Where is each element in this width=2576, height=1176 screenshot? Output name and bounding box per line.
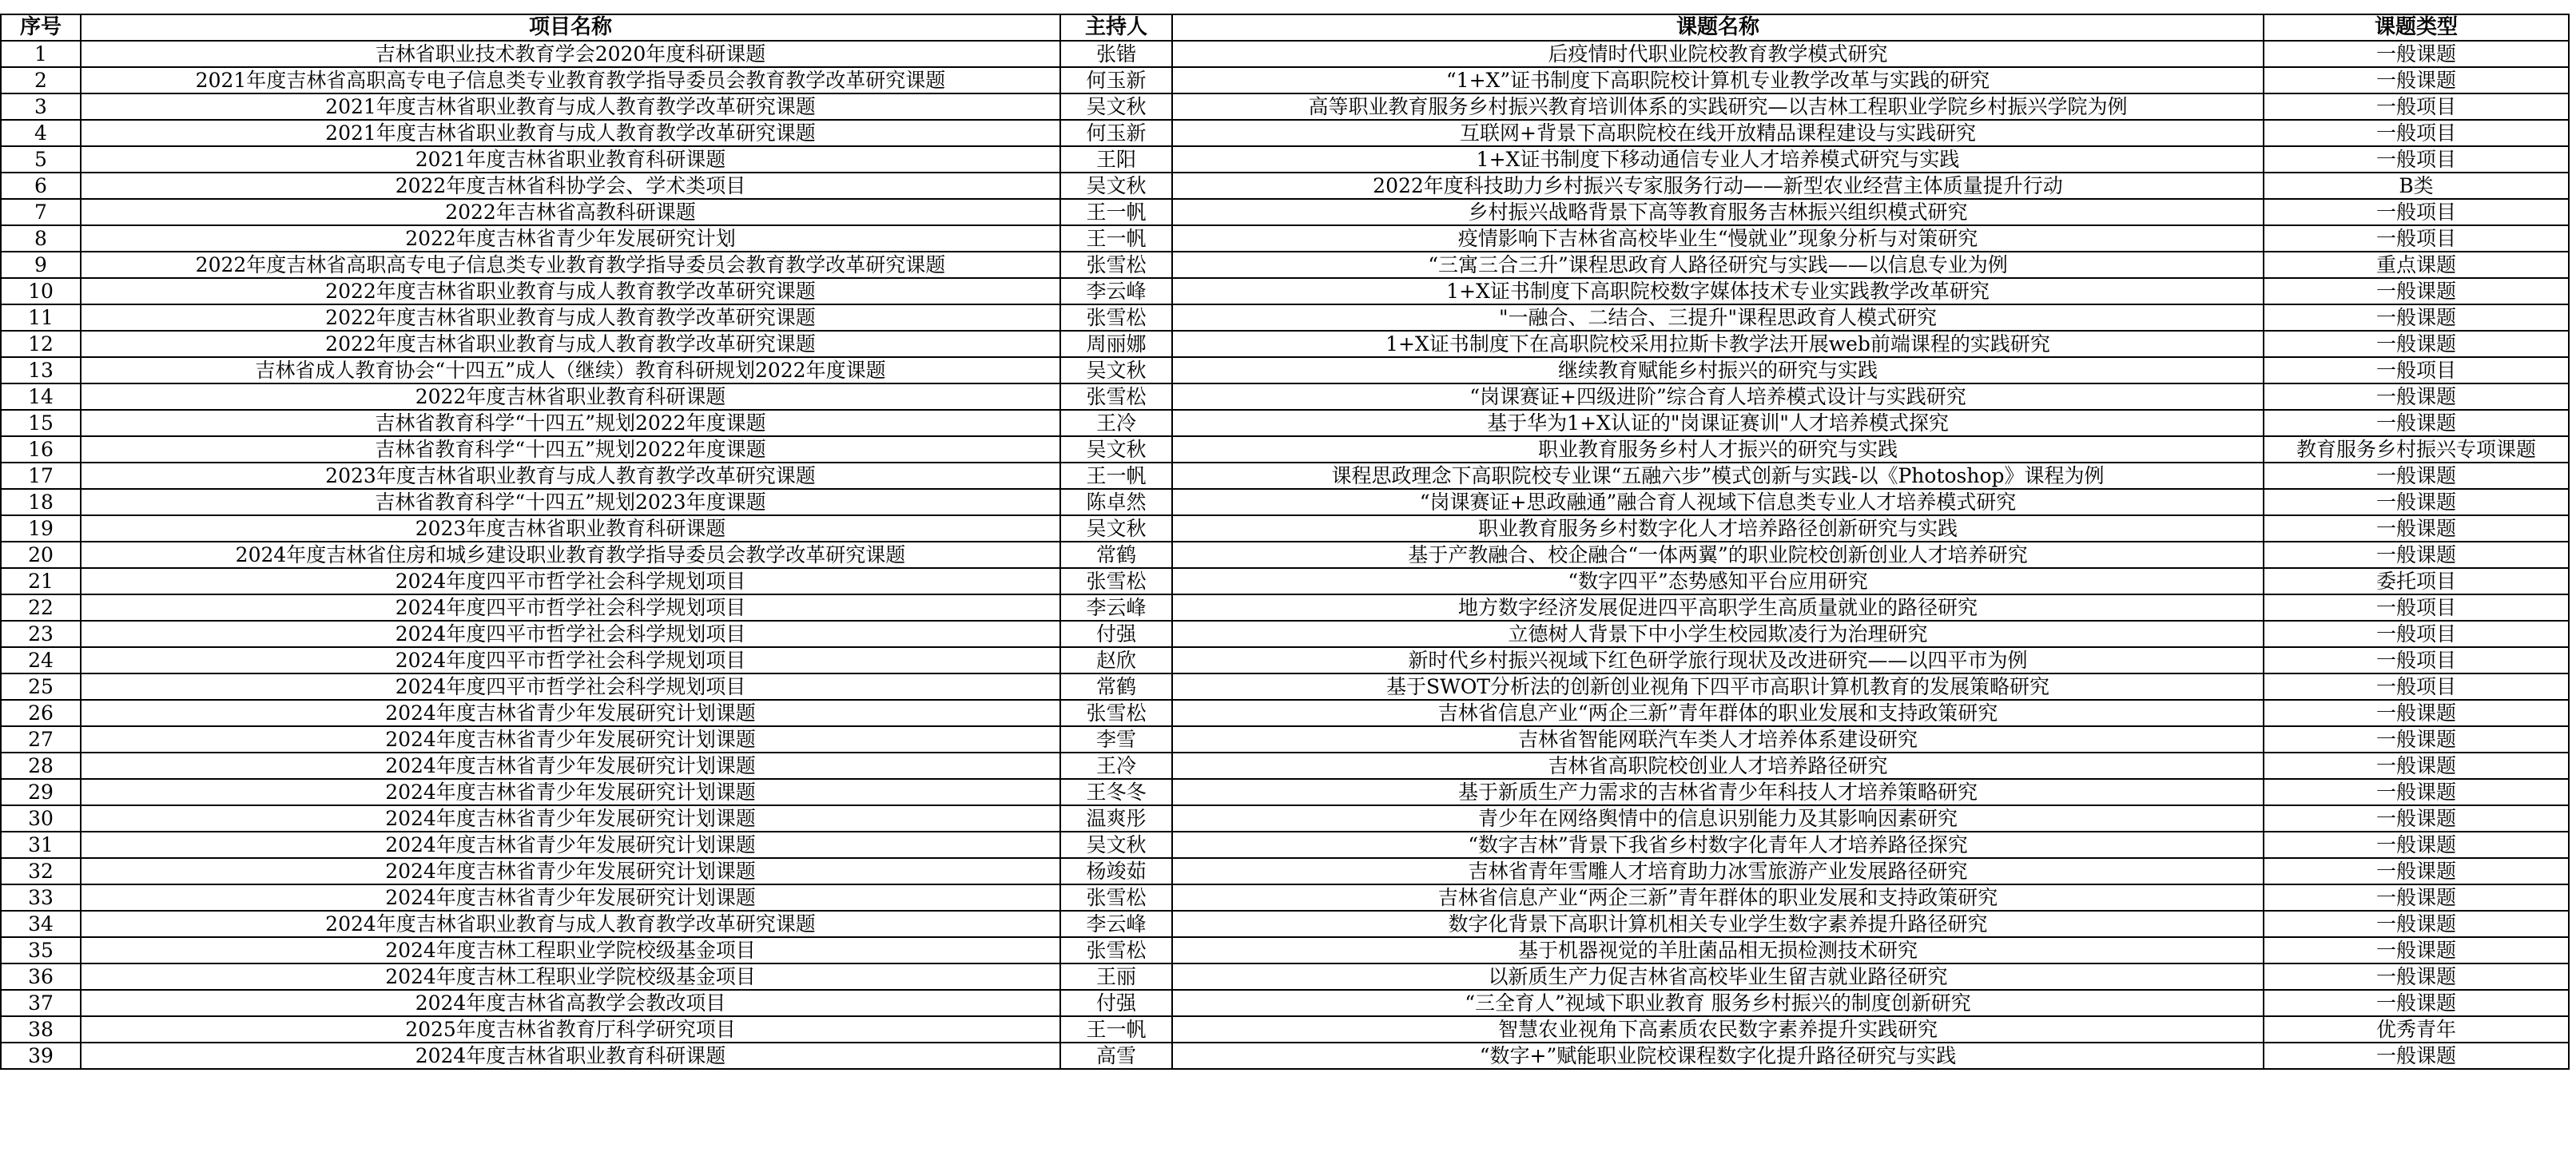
cell-type[interactable]: 一般课题 [2264, 726, 2569, 753]
cell-project[interactable]: 2021年度吉林省职业教育与成人教育教学改革研究课题 [81, 120, 1060, 146]
cell-no[interactable]: 14 [1, 383, 81, 410]
cell-host[interactable]: 张雪松 [1060, 568, 1172, 594]
header-project[interactable]: 项目名称 [81, 14, 1060, 41]
table-row [1, 383, 2569, 410]
cell-type[interactable]: 一般课题 [2264, 278, 2569, 304]
cell-type[interactable]: 一般项目 [2264, 120, 2569, 146]
cell-topic[interactable]: “数字吉林”背景下我省乡村数字化青年人才培养路径探究 [1172, 832, 2264, 858]
table-row [1, 304, 2569, 331]
cell-topic[interactable]: 互联网+背景下高职院校在线开放精品课程建设与实践研究 [1172, 120, 2264, 146]
cell-host[interactable]: 王一帆 [1060, 463, 1172, 489]
cell-no[interactable]: 12 [1, 331, 81, 357]
cell-type[interactable]: 教育服务乡村振兴专项课题 [2264, 436, 2569, 463]
cell-project[interactable]: 2024年度吉林省青少年发展研究计划课题 [81, 832, 1060, 858]
cell-project[interactable]: 2024年度吉林省高教学会教改项目 [81, 990, 1060, 1016]
cell-type[interactable]: 一般课题 [2264, 805, 2569, 832]
cell-no[interactable]: 31 [1, 832, 81, 858]
table-row [1, 199, 2569, 225]
table-row [1, 252, 2569, 278]
cell-type[interactable]: 一般课题 [2264, 489, 2569, 515]
cell-host[interactable]: 吴文秋 [1060, 436, 1172, 463]
cell-project[interactable]: 2025年度吉林省教育厅科学研究项目 [81, 1016, 1060, 1043]
table-row [1, 568, 2569, 594]
cell-no[interactable]: 15 [1, 410, 81, 436]
header-no[interactable]: 序号 [1, 14, 81, 41]
cell-project[interactable]: 2024年度吉林省青少年发展研究计划课题 [81, 726, 1060, 753]
table-header [1, 14, 2569, 41]
cell-host[interactable]: 李云峰 [1060, 594, 1172, 621]
cell-type[interactable]: 一般项目 [2264, 146, 2569, 173]
cell-project[interactable]: 2024年度四平市哲学社会科学规划项目 [81, 594, 1060, 621]
cell-host[interactable]: 张雪松 [1060, 252, 1172, 278]
cell-project[interactable]: 2024年度吉林工程职业学院校级基金项目 [81, 937, 1060, 963]
cell-project[interactable]: 2023年度吉林省职业教育与成人教育教学改革研究课题 [81, 463, 1060, 489]
cell-host[interactable]: 张雪松 [1060, 383, 1172, 410]
table-row [1, 331, 2569, 357]
cell-host[interactable]: 张锴 [1060, 41, 1172, 67]
cell-project[interactable]: 吉林省职业技术教育学会2020年度科研课题 [81, 41, 1060, 67]
cell-host[interactable]: 吴文秋 [1060, 832, 1172, 858]
table-row [1, 515, 2569, 542]
cell-no[interactable]: 35 [1, 937, 81, 963]
cell-topic[interactable]: 1+X证书制度下在高职院校采用拉斯卡教学法开展web前端课程的实践研究 [1172, 331, 2264, 357]
cell-topic[interactable]: 以新质生产力促吉林省高校毕业生留吉就业路径研究 [1172, 963, 2264, 990]
cell-topic[interactable]: 基于华为1+X认证的"岗课证赛训"人才培养模式探究 [1172, 410, 2264, 436]
cell-project[interactable]: 2021年度吉林省高职高专电子信息类专业教育教学指导委员会教育教学改革研究课题 [81, 67, 1060, 93]
cell-type[interactable]: 一般课题 [2264, 858, 2569, 884]
cell-topic[interactable]: “数字+”赋能职业院校课程数字化提升路径研究与实践 [1172, 1043, 2264, 1069]
cell-type[interactable]: 一般课题 [2264, 990, 2569, 1016]
cell-project[interactable]: 2024年度吉林省职业教育科研课题 [81, 1043, 1060, 1069]
cell-project[interactable]: 2022年度吉林省职业教育与成人教育教学改革研究课题 [81, 304, 1060, 331]
cell-project[interactable]: 2024年度四平市哲学社会科学规划项目 [81, 647, 1060, 673]
cell-topic[interactable]: “1+X”证书制度下高职院校计算机专业教学改革与实践的研究 [1172, 67, 2264, 93]
cell-host[interactable]: 杨竣茹 [1060, 858, 1172, 884]
table-row [1, 858, 2569, 884]
cell-project[interactable]: 2024年度四平市哲学社会科学规划项目 [81, 673, 1060, 700]
cell-no[interactable]: 18 [1, 489, 81, 515]
cell-host[interactable]: 王阳 [1060, 146, 1172, 173]
cell-topic[interactable]: 高等职业教育服务乡村振兴教育培训体系的实践研究—以吉林工程职业学院乡村振兴学院为例 [1172, 93, 2264, 120]
table-row [1, 884, 2569, 911]
cell-no[interactable]: 11 [1, 304, 81, 331]
cell-host[interactable]: 付强 [1060, 990, 1172, 1016]
cell-host[interactable]: 陈卓然 [1060, 489, 1172, 515]
cell-no[interactable]: 19 [1, 515, 81, 542]
cell-topic[interactable]: “数字四平”态势感知平台应用研究 [1172, 568, 2264, 594]
cell-type[interactable]: 一般课题 [2264, 463, 2569, 489]
cell-type[interactable]: 重点课题 [2264, 252, 2569, 278]
cell-type[interactable]: 一般项目 [2264, 594, 2569, 621]
cell-topic[interactable]: 吉林省高职院校创业人才培养路径研究 [1172, 753, 2264, 779]
cell-topic[interactable]: 乡村振兴战略背景下高等教育服务吉林振兴组织模式研究 [1172, 199, 2264, 225]
cell-no[interactable]: 6 [1, 173, 81, 199]
cell-no[interactable]: 13 [1, 357, 81, 383]
cell-type[interactable]: 一般项目 [2264, 647, 2569, 673]
cell-project[interactable]: 2024年度吉林省青少年发展研究计划课题 [81, 700, 1060, 726]
cell-host[interactable]: 王丽 [1060, 963, 1172, 990]
header-topic[interactable]: 课题名称 [1172, 14, 2264, 41]
table-row [1, 1043, 2569, 1069]
cell-no[interactable]: 4 [1, 120, 81, 146]
cell-host[interactable]: 高雪 [1060, 1043, 1172, 1069]
cell-project[interactable]: 2022年度吉林省职业教育与成人教育教学改革研究课题 [81, 331, 1060, 357]
table-row [1, 278, 2569, 304]
cell-host[interactable]: 王一帆 [1060, 1016, 1172, 1043]
cell-host[interactable]: 温爽彤 [1060, 805, 1172, 832]
table-row [1, 832, 2569, 858]
cell-topic[interactable]: 新时代乡村振兴视域下红色研学旅行现状及改进研究——以四平市为例 [1172, 647, 2264, 673]
cell-project[interactable]: 吉林省教育科学“十四五”规划2022年度课题 [81, 436, 1060, 463]
cell-host[interactable]: 张雪松 [1060, 884, 1172, 911]
cell-no[interactable]: 7 [1, 199, 81, 225]
cell-no[interactable]: 5 [1, 146, 81, 173]
table-row [1, 41, 2569, 67]
table-row [1, 621, 2569, 647]
cell-topic[interactable]: 1+X证书制度下移动通信专业人才培养模式研究与实践 [1172, 146, 2264, 173]
cell-no[interactable]: 36 [1, 963, 81, 990]
table-row [1, 779, 2569, 805]
cell-type[interactable]: 一般项目 [2264, 93, 2569, 120]
cell-project[interactable]: 2023年度吉林省职业教育科研课题 [81, 515, 1060, 542]
cell-topic[interactable]: 继续教育赋能乡村振兴的研究与实践 [1172, 357, 2264, 383]
table-row [1, 489, 2569, 515]
table-row [1, 753, 2569, 779]
cell-project[interactable]: 吉林省教育科学“十四五”规划2022年度课题 [81, 410, 1060, 436]
table-row [1, 963, 2569, 990]
cell-project[interactable]: 2024年度四平市哲学社会科学规划项目 [81, 621, 1060, 647]
cell-no[interactable]: 25 [1, 673, 81, 700]
table-row [1, 67, 2569, 93]
cell-host[interactable]: 王冷 [1060, 753, 1172, 779]
cell-host[interactable]: 吴文秋 [1060, 515, 1172, 542]
table-row [1, 173, 2569, 199]
table-row [1, 410, 2569, 436]
cell-type[interactable]: 一般课题 [2264, 542, 2569, 568]
cell-topic[interactable]: 基于新质生产力需求的吉林省青少年科技人才培养策略研究 [1172, 779, 2264, 805]
cell-project[interactable]: 吉林省成人教育协会“十四五”成人（继续）教育科研规划2022年度课题 [81, 357, 1060, 383]
cell-host[interactable]: 吴文秋 [1060, 357, 1172, 383]
cell-host[interactable]: 吴文秋 [1060, 173, 1172, 199]
cell-topic[interactable]: 立德树人背景下中小学生校园欺凌行为治理研究 [1172, 621, 2264, 647]
cell-no[interactable]: 2 [1, 67, 81, 93]
cell-project[interactable]: 2022年度吉林省职业教育与成人教育教学改革研究课题 [81, 278, 1060, 304]
cell-host[interactable]: 李雪 [1060, 726, 1172, 753]
cell-type[interactable]: 一般课题 [2264, 832, 2569, 858]
cell-topic[interactable]: "一融合、二结合、三提升"课程思政育人模式研究 [1172, 304, 2264, 331]
cell-type[interactable]: 一般课题 [2264, 779, 2569, 805]
cell-type[interactable]: 一般课题 [2264, 304, 2569, 331]
cell-project[interactable]: 2024年度吉林省住房和城乡建设职业教育教学指导委员会教学改革研究课题 [81, 542, 1060, 568]
cell-no[interactable]: 22 [1, 594, 81, 621]
cell-type[interactable]: 一般课题 [2264, 410, 2569, 436]
cell-type[interactable]: 一般课题 [2264, 67, 2569, 93]
cell-no[interactable]: 34 [1, 911, 81, 937]
cell-project[interactable]: 2024年度吉林省青少年发展研究计划课题 [81, 779, 1060, 805]
cell-type[interactable]: 一般项目 [2264, 199, 2569, 225]
cell-type[interactable]: 一般课题 [2264, 753, 2569, 779]
cell-project[interactable]: 2024年度四平市哲学社会科学规划项目 [81, 568, 1060, 594]
cell-no[interactable]: 16 [1, 436, 81, 463]
cell-project[interactable]: 2024年度吉林省青少年发展研究计划课题 [81, 858, 1060, 884]
cell-no[interactable]: 10 [1, 278, 81, 304]
cell-no[interactable]: 17 [1, 463, 81, 489]
cell-topic[interactable]: “岗课赛证+四级进阶”综合育人培养模式设计与实践研究 [1172, 383, 2264, 410]
cell-type[interactable]: 一般课题 [2264, 937, 2569, 963]
cell-type[interactable]: 一般项目 [2264, 673, 2569, 700]
cell-project[interactable]: 2021年度吉林省职业教育科研课题 [81, 146, 1060, 173]
cell-topic[interactable]: 吉林省智能网联汽车类人才培养体系建设研究 [1172, 726, 2264, 753]
cell-project[interactable]: 2024年度吉林省职业教育与成人教育教学改革研究课题 [81, 911, 1060, 937]
project-table [0, 14, 2570, 1070]
cell-type[interactable]: 一般课题 [2264, 515, 2569, 542]
cell-host[interactable]: 常鹤 [1060, 673, 1172, 700]
cell-topic[interactable]: 吉林省信息产业“两企三新”青年群体的职业发展和支持政策研究 [1172, 884, 2264, 911]
cell-topic[interactable]: 职业教育服务乡村人才振兴的研究与实践 [1172, 436, 2264, 463]
cell-topic[interactable]: 地方数字经济发展促进四平高职学生高质量就业的路径研究 [1172, 594, 2264, 621]
header-type[interactable]: 课题类型 [2264, 14, 2569, 41]
table-row [1, 436, 2569, 463]
table-row [1, 990, 2569, 1016]
cell-no[interactable]: 32 [1, 858, 81, 884]
cell-no[interactable]: 23 [1, 621, 81, 647]
cell-type[interactable]: B类 [2264, 173, 2569, 199]
cell-type[interactable]: 一般课题 [2264, 41, 2569, 67]
cell-topic[interactable]: 职业教育服务乡村数字化人才培养路径创新研究与实践 [1172, 515, 2264, 542]
cell-topic[interactable]: 课程思政理念下高职院校专业课“五融六步”模式创新与实践-以《Photoshop》课程为例 [1172, 463, 2264, 489]
table-row [1, 937, 2569, 963]
table-row [1, 542, 2569, 568]
table-row [1, 463, 2569, 489]
cell-type[interactable]: 一般课题 [2264, 700, 2569, 726]
table-row [1, 93, 2569, 120]
cell-host[interactable]: 何玉新 [1060, 120, 1172, 146]
table-row [1, 594, 2569, 621]
cell-no[interactable]: 27 [1, 726, 81, 753]
cell-topic[interactable]: 基于机器视觉的羊肚菌品相无损检测技术研究 [1172, 937, 2264, 963]
cell-topic[interactable]: 后疫情时代职业院校教育教学模式研究 [1172, 41, 2264, 67]
cell-topic[interactable]: 智慧农业视角下高素质农民数字素养提升实践研究 [1172, 1016, 2264, 1043]
cell-topic[interactable]: 1+X证书制度下高职院校数字媒体技术专业实践教学改革研究 [1172, 278, 2264, 304]
cell-host[interactable]: 李云峰 [1060, 911, 1172, 937]
cell-type[interactable]: 一般项目 [2264, 621, 2569, 647]
cell-no[interactable]: 1 [1, 41, 81, 67]
cell-topic[interactable]: 吉林省青年雪雕人才培育助力冰雪旅游产业发展路径研究 [1172, 858, 2264, 884]
cell-no[interactable]: 28 [1, 753, 81, 779]
table-row [1, 357, 2569, 383]
cell-topic[interactable]: “岗课赛证+思政融通”融合育人视域下信息类专业人才培养模式研究 [1172, 489, 2264, 515]
cell-topic[interactable]: “三全育人”视域下职业教育 服务乡村振兴的制度创新研究 [1172, 990, 2264, 1016]
cell-type[interactable]: 委托项目 [2264, 568, 2569, 594]
header-host[interactable]: 主持人 [1060, 14, 1172, 41]
cell-no[interactable]: 38 [1, 1016, 81, 1043]
cell-topic[interactable]: 疫情影响下吉林省高校毕业生“慢就业”现象分析与对策研究 [1172, 225, 2264, 252]
table-row [1, 146, 2569, 173]
cell-project[interactable]: 2024年度吉林工程职业学院校级基金项目 [81, 963, 1060, 990]
cell-project[interactable]: 2022年度吉林省高职高专电子信息类专业教育教学指导委员会教育教学改革研究课题 [81, 252, 1060, 278]
cell-host[interactable]: 李云峰 [1060, 278, 1172, 304]
cell-type[interactable]: 一般课题 [2264, 911, 2569, 937]
header-row [1, 14, 2569, 41]
cell-host[interactable]: 付强 [1060, 621, 1172, 647]
cell-topic[interactable]: 数字化背景下高职计算机相关专业学生数字素养提升路径研究 [1172, 911, 2264, 937]
cell-topic[interactable]: 吉林省信息产业“两企三新”青年群体的职业发展和支持政策研究 [1172, 700, 2264, 726]
cell-project[interactable]: 2022年吉林省高教科研课题 [81, 199, 1060, 225]
cell-type[interactable]: 一般课题 [2264, 1043, 2569, 1069]
cell-no[interactable]: 33 [1, 884, 81, 911]
cell-type[interactable]: 一般课题 [2264, 884, 2569, 911]
cell-type[interactable]: 一般项目 [2264, 357, 2569, 383]
cell-host[interactable]: 王冷 [1060, 410, 1172, 436]
cell-no[interactable]: 29 [1, 779, 81, 805]
cell-no[interactable]: 39 [1, 1043, 81, 1069]
table-row [1, 1016, 2569, 1043]
cell-no[interactable]: 3 [1, 93, 81, 120]
table-row [1, 120, 2569, 146]
table-row [1, 647, 2569, 673]
cell-topic[interactable]: 基于SWOT分析法的创新创业视角下四平市高职计算机教育的发展策略研究 [1172, 673, 2264, 700]
cell-host[interactable]: 常鹤 [1060, 542, 1172, 568]
table-row [1, 911, 2569, 937]
cell-host[interactable]: 何玉新 [1060, 67, 1172, 93]
cell-host[interactable]: 王冬冬 [1060, 779, 1172, 805]
table-row [1, 726, 2569, 753]
cell-no[interactable]: 26 [1, 700, 81, 726]
cell-project[interactable]: 2022年度吉林省职业教育科研课题 [81, 383, 1060, 410]
cell-type[interactable]: 一般课题 [2264, 963, 2569, 990]
cell-no[interactable]: 20 [1, 542, 81, 568]
cell-no[interactable]: 37 [1, 990, 81, 1016]
cell-topic[interactable]: 2022年度科技助力乡村振兴专家服务行动——新型农业经营主体质量提升行动 [1172, 173, 2264, 199]
cell-host[interactable]: 王一帆 [1060, 199, 1172, 225]
cell-host[interactable]: 张雪松 [1060, 700, 1172, 726]
cell-project[interactable]: 2021年度吉林省职业教育与成人教育教学改革研究课题 [81, 93, 1060, 120]
cell-project[interactable]: 2024年度吉林省青少年发展研究计划课题 [81, 805, 1060, 832]
table-row [1, 805, 2569, 832]
cell-no[interactable]: 9 [1, 252, 81, 278]
cell-topic[interactable]: 基于产教融合、校企融合“一体两翼”的职业院校创新创业人才培养研究 [1172, 542, 2264, 568]
table-body [1, 41, 2569, 1069]
cell-type[interactable]: 一般课题 [2264, 331, 2569, 357]
cell-type[interactable]: 一般项目 [2264, 225, 2569, 252]
cell-no[interactable]: 24 [1, 647, 81, 673]
cell-host[interactable]: 王一帆 [1060, 225, 1172, 252]
cell-host[interactable]: 吴文秋 [1060, 93, 1172, 120]
table-row [1, 700, 2569, 726]
cell-no[interactable]: 8 [1, 225, 81, 252]
cell-no[interactable]: 30 [1, 805, 81, 832]
cell-topic[interactable]: “三寓三合三升”课程思政育人路径研究与实践——以信息专业为例 [1172, 252, 2264, 278]
cell-project[interactable]: 2024年度吉林省青少年发展研究计划课题 [81, 753, 1060, 779]
cell-project[interactable]: 2022年度吉林省科协学会、学术类项目 [81, 173, 1060, 199]
cell-project[interactable]: 吉林省教育科学“十四五”规划2023年度课题 [81, 489, 1060, 515]
table-row [1, 225, 2569, 252]
cell-type[interactable]: 优秀青年 [2264, 1016, 2569, 1043]
cell-no[interactable]: 21 [1, 568, 81, 594]
cell-project[interactable]: 2022年度吉林省青少年发展研究计划 [81, 225, 1060, 252]
cell-topic[interactable]: 青少年在网络舆情中的信息识别能力及其影响因素研究 [1172, 805, 2264, 832]
table-row [1, 673, 2569, 700]
cell-project[interactable]: 2024年度吉林省青少年发展研究计划课题 [81, 884, 1060, 911]
cell-host[interactable]: 赵欣 [1060, 647, 1172, 673]
cell-type[interactable]: 一般课题 [2264, 383, 2569, 410]
cell-host[interactable]: 周丽娜 [1060, 331, 1172, 357]
cell-host[interactable]: 张雪松 [1060, 937, 1172, 963]
cell-host[interactable]: 张雪松 [1060, 304, 1172, 331]
